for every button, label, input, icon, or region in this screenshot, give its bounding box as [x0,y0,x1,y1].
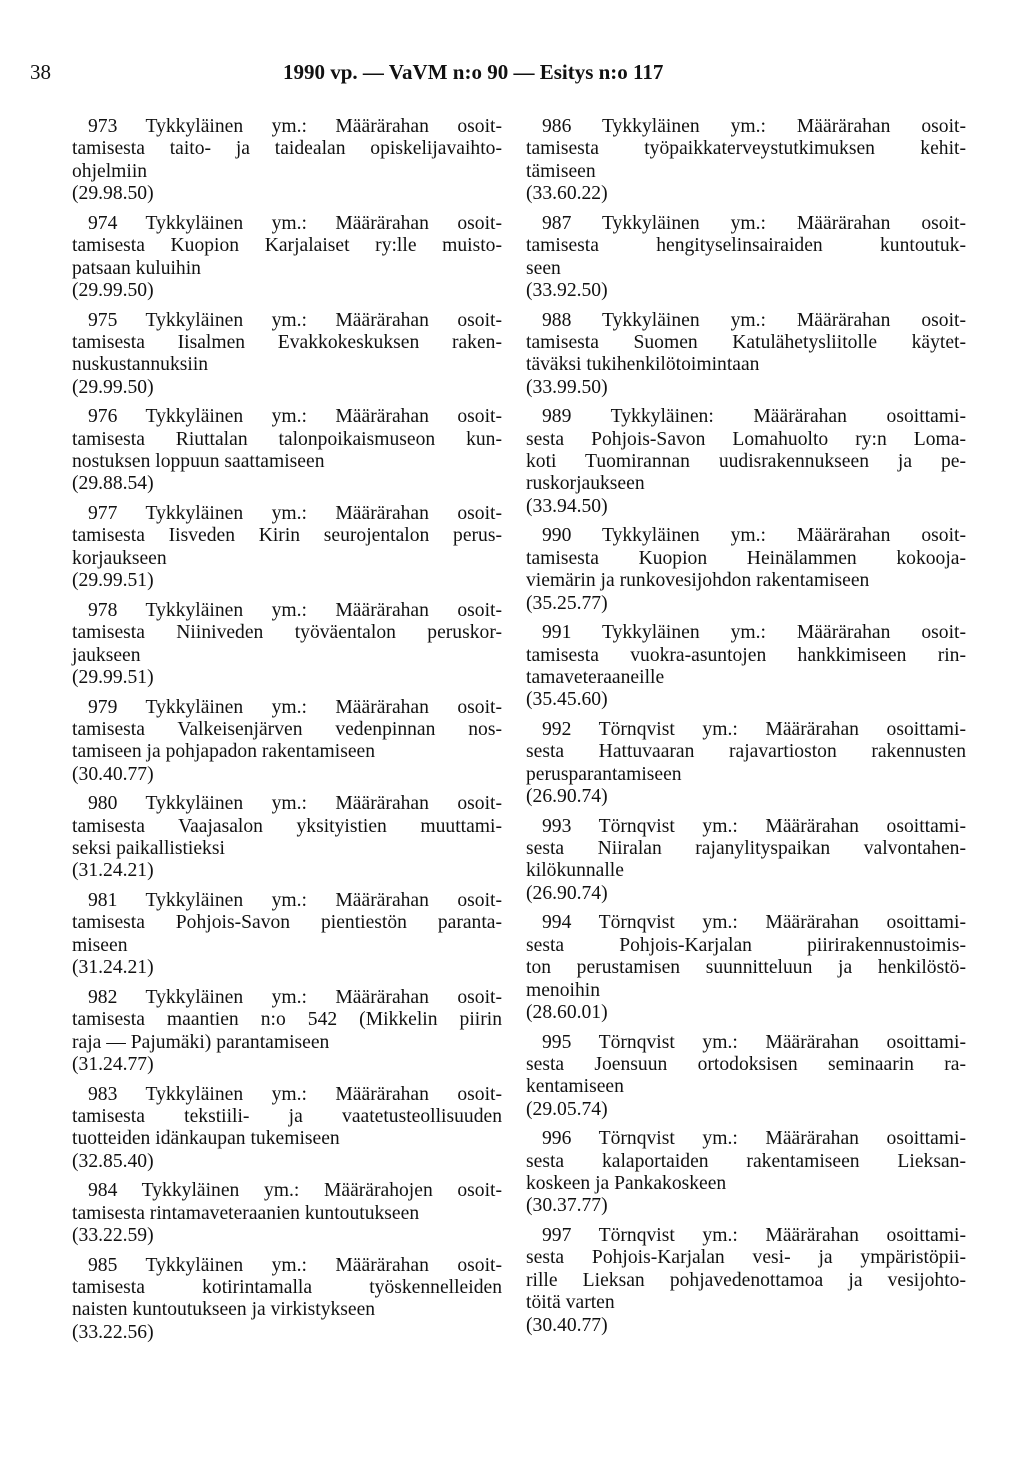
entry-line: 986 Tykkyläinen ym.: Määrärahan osoit- [542,116,966,137]
budget-item-code: (29.05.74) [526,1098,608,1120]
entry-line: tamisesta Kuopion Karjalaiset ry:lle muisto- [72,235,502,257]
motion-entry [72,1255,502,1345]
entry-line: ton perustamisen suunnitteluun ja henkilöstö- [526,957,966,979]
budget-item-code: (33.22.59) [72,1225,154,1247]
entry-line: koskeen ja Pankakoskeen [526,1173,727,1195]
entry-line: tamisesta Kuopion Heinälammen kokooja- [526,547,966,569]
budget-item-code: (29.99.50) [72,376,154,398]
entry-line: ruskorjaukseen [526,473,645,495]
entry-line: tamaveteraaneille [526,666,665,688]
entry-line: tamisesta taito- ja taidealan opiskelijavaihto- [72,138,502,160]
entry-line: tamisesta Niiniveden työväentalon peruskor- [72,622,502,644]
entry-line: sesta Joensuun ortodoksisen seminaarin ra- [526,1053,966,1075]
motion-entry [526,406,966,518]
entry-line: 975 Tykkyläinen ym.: Määrärahan osoit- [88,309,502,331]
entry-line: tamisesta Iisveden Kirin seurojentalon perus- [72,525,502,547]
entry-line: 992 Törnqvist ym.: Määrärahan osoittami- [542,718,966,740]
entry-line: tamisesta Iisalmen Evakkokeskuksen raken- [72,331,502,353]
entry-line: 990 Tykkyläinen ym.: Määrärahan osoit- [542,525,966,547]
motion-entry [72,116,502,206]
entry-line: tamisesta rintamaveteraanien kuntoutukseen [72,1202,420,1224]
entry-line: 979 Tykkyläinen ym.: Määrärahan osoit- [88,696,502,718]
motion-entry [526,525,966,615]
entry-line: ohjelmiin [72,160,148,182]
entry-line: tämiseen [526,160,596,182]
entry-line: 981 Tykkyläinen ym.: Määrärahan osoit- [88,890,502,911]
entry-line: tuotteiden idänkaupan tukemiseen [72,1128,340,1150]
entry-line: viemärin ja runkovesijohdon rakentamiseen [526,570,870,592]
motion-entry [72,697,502,787]
budget-item-code: (31.24.77) [72,1053,154,1075]
entry-line: 996 Törnqvist ym.: Määrärahan osoittami- [542,1128,966,1150]
budget-item-code: (31.24.21) [72,957,154,979]
entry-line: sesta Pohjois-Karjalan vesi- ja ympäristöpii- [526,1247,966,1269]
entry-line: jaukseen [72,644,141,666]
budget-item-code: (29.88.54) [72,473,154,495]
motion-entry [526,816,966,906]
motion-entry [72,987,502,1077]
entry-line: nuskustannuksiin [72,354,209,376]
entry-line: 993 Törnqvist ym.: Määrärahan osoittami- [542,815,966,837]
entry-line: seksi paikallistieksi [72,838,225,860]
budget-item-code: (35.25.77) [526,592,608,614]
entry-line: 985 Tykkyläinen ym.: Määrärahan osoit- [88,1254,502,1276]
entry-line: sesta Pohjois-Savon Lomahuolto ry:n Loma- [526,428,966,450]
budget-item-code: (32.85.40) [72,1150,154,1172]
running-title: 1990 vp. — VaVM n:o 90 — Esitys n:o 117 [283,60,664,84]
budget-item-code: (33.60.22) [526,183,608,205]
entry-line: 991 Tykkyläinen ym.: Määrärahan osoit- [542,622,966,644]
motion-entry [72,793,502,883]
motion-entry [72,1084,502,1174]
entry-line: nostuksen loppuun saattamiseen [72,451,325,473]
entry-line: sesta Hattuvaaran rajavartioston rakennusten [526,741,966,763]
motion-entry [526,719,966,809]
motion-entry [526,1032,966,1122]
entry-line: 994 Törnqvist ym.: Määrärahan osoittami- [542,912,966,934]
entry-line: 988 Tykkyläinen ym.: Määrärahan osoit- [542,309,966,331]
entry-line: tamisesta työpaikkaterveystutkimuksen kehit- [526,138,966,160]
entry-line: 977 Tykkyläinen ym.: Määrärahan osoit- [88,503,502,524]
entry-line: 989 Tykkyläinen: Määrärahan osoittami- [542,406,966,428]
motion-entry [72,503,502,593]
motion-entry [72,600,502,690]
entry-line: tamisesta kotirintamalla työskennelleiden [72,1277,502,1298]
motion-entry [526,1225,966,1337]
entry-line: tamisesta maantien n:o 542 (Mikkelin piirin [72,1009,502,1031]
budget-item-code: (33.22.56) [72,1321,154,1343]
entry-line: tamisesta hengityselinsairaiden kuntoutuk- [526,235,966,257]
motion-entry [526,116,966,206]
entry-line: täväksi tukihenkilötoimintaan [526,354,760,376]
motion-entry [526,213,966,303]
budget-item-code: (29.99.51) [72,666,154,688]
motion-entry [526,622,966,712]
motion-entry [72,310,502,400]
budget-item-code: (26.90.74) [526,786,608,808]
budget-item-code: (30.37.77) [526,1195,608,1217]
entry-line: sesta Niiralan rajanylityspaikan valvontahen- [526,838,966,860]
entry-line: 995 Törnqvist ym.: Määrärahan osoittami- [542,1031,966,1053]
budget-item-code: (31.24.21) [72,860,154,882]
entry-line: seen [526,257,561,279]
page-header [30,60,990,90]
page-number: 38 [30,60,51,84]
entry-line: naisten kuntoutukseen ja virkistykseen [72,1299,376,1321]
entry-line: tamisesta Vaajasalon yksityistien muuttami- [72,815,502,837]
entry-line: 997 Törnqvist ym.: Määrärahan osoittami- [542,1225,966,1247]
entry-line: 980 Tykkyläinen ym.: Määrärahan osoit- [88,793,502,815]
entry-line: 982 Tykkyläinen ym.: Määrärahan osoit- [88,986,502,1008]
budget-item-code: (26.90.74) [526,882,608,904]
budget-item-code: (33.99.50) [526,376,608,398]
budget-item-code: (30.40.77) [526,1314,608,1336]
entry-line: 976 Tykkyläinen ym.: Määrärahan osoit- [88,406,502,428]
motion-entry [72,1180,502,1247]
budget-item-code: (33.92.50) [526,279,608,301]
motion-entry [526,1128,966,1218]
entry-line: 978 Tykkyläinen ym.: Määrärahan osoit- [88,599,502,621]
entry-line: tamisesta Valkeisenjärven vedenpinnan nos- [72,718,502,740]
motion-entry [72,406,502,496]
budget-item-code: (29.99.51) [72,570,154,592]
entry-line: menoihin [526,979,601,1001]
entry-line: miseen [72,934,128,956]
entry-line: 983 Tykkyläinen ym.: Määrärahan osoit- [88,1083,502,1105]
entry-line: sesta kalaportaiden rakentamiseen Lieksan- [526,1150,966,1172]
entry-line: rille Lieksan pohjavedenottamoa ja vesijohto- [526,1269,966,1291]
entry-line: patsaan kuluihin [72,257,201,279]
entry-line: tamisesta vuokra-asuntojen hankkimiseen rin- [526,644,966,666]
motion-entry [72,213,502,303]
entry-line: 984 Tykkyläinen ym.: Määrärahojen osoit- [88,1180,502,1202]
motion-entry [72,890,502,980]
entry-line: tamisesta Suomen Katulähetysliitolle käytet- [526,331,966,353]
entry-line: 973 Tykkyläinen ym.: Määrärahan osoit- [88,116,502,137]
entry-line: tamisesta tekstiili- ja vaatetusteollisuuden [72,1105,502,1127]
budget-item-code: (29.98.50) [72,183,154,205]
budget-item-code: (29.99.50) [72,279,154,301]
right-column [526,116,966,1344]
budget-item-code: (35.45.60) [526,689,608,711]
entry-line: 987 Tykkyläinen ym.: Määrärahan osoit- [542,212,966,234]
budget-item-code: (30.40.77) [72,763,154,785]
entry-line: tamisesta Riuttalan talonpoikaismuseon kun- [72,428,502,450]
entry-line: kilökunnalle [526,860,624,882]
entry-line: perusparantamiseen [526,763,682,785]
motion-entry [526,310,966,400]
entry-line: tamisesta Pohjois-Savon pientiestön paranta- [72,912,502,934]
entry-line: korjaukseen [72,547,167,569]
entry-line: 974 Tykkyläinen ym.: Määrärahan osoit- [88,212,502,234]
entry-line: sesta Pohjois-Karjalan piirirakennustoimis- [526,934,966,956]
entry-line: raja — Pajumäki) parantamiseen [72,1031,330,1053]
budget-item-code: (28.60.01) [526,1001,608,1023]
left-column [72,116,502,1351]
motion-entry [526,912,966,1024]
entry-line: töitä varten [526,1292,615,1314]
entry-line: koti Tuomirannan uudisrakennukseen ja pe- [526,451,966,473]
entry-line: kentamiseen [526,1076,624,1098]
entry-line: tamiseen ja pohjapadon rakentamiseen [72,741,376,763]
budget-item-code: (33.94.50) [526,495,608,517]
